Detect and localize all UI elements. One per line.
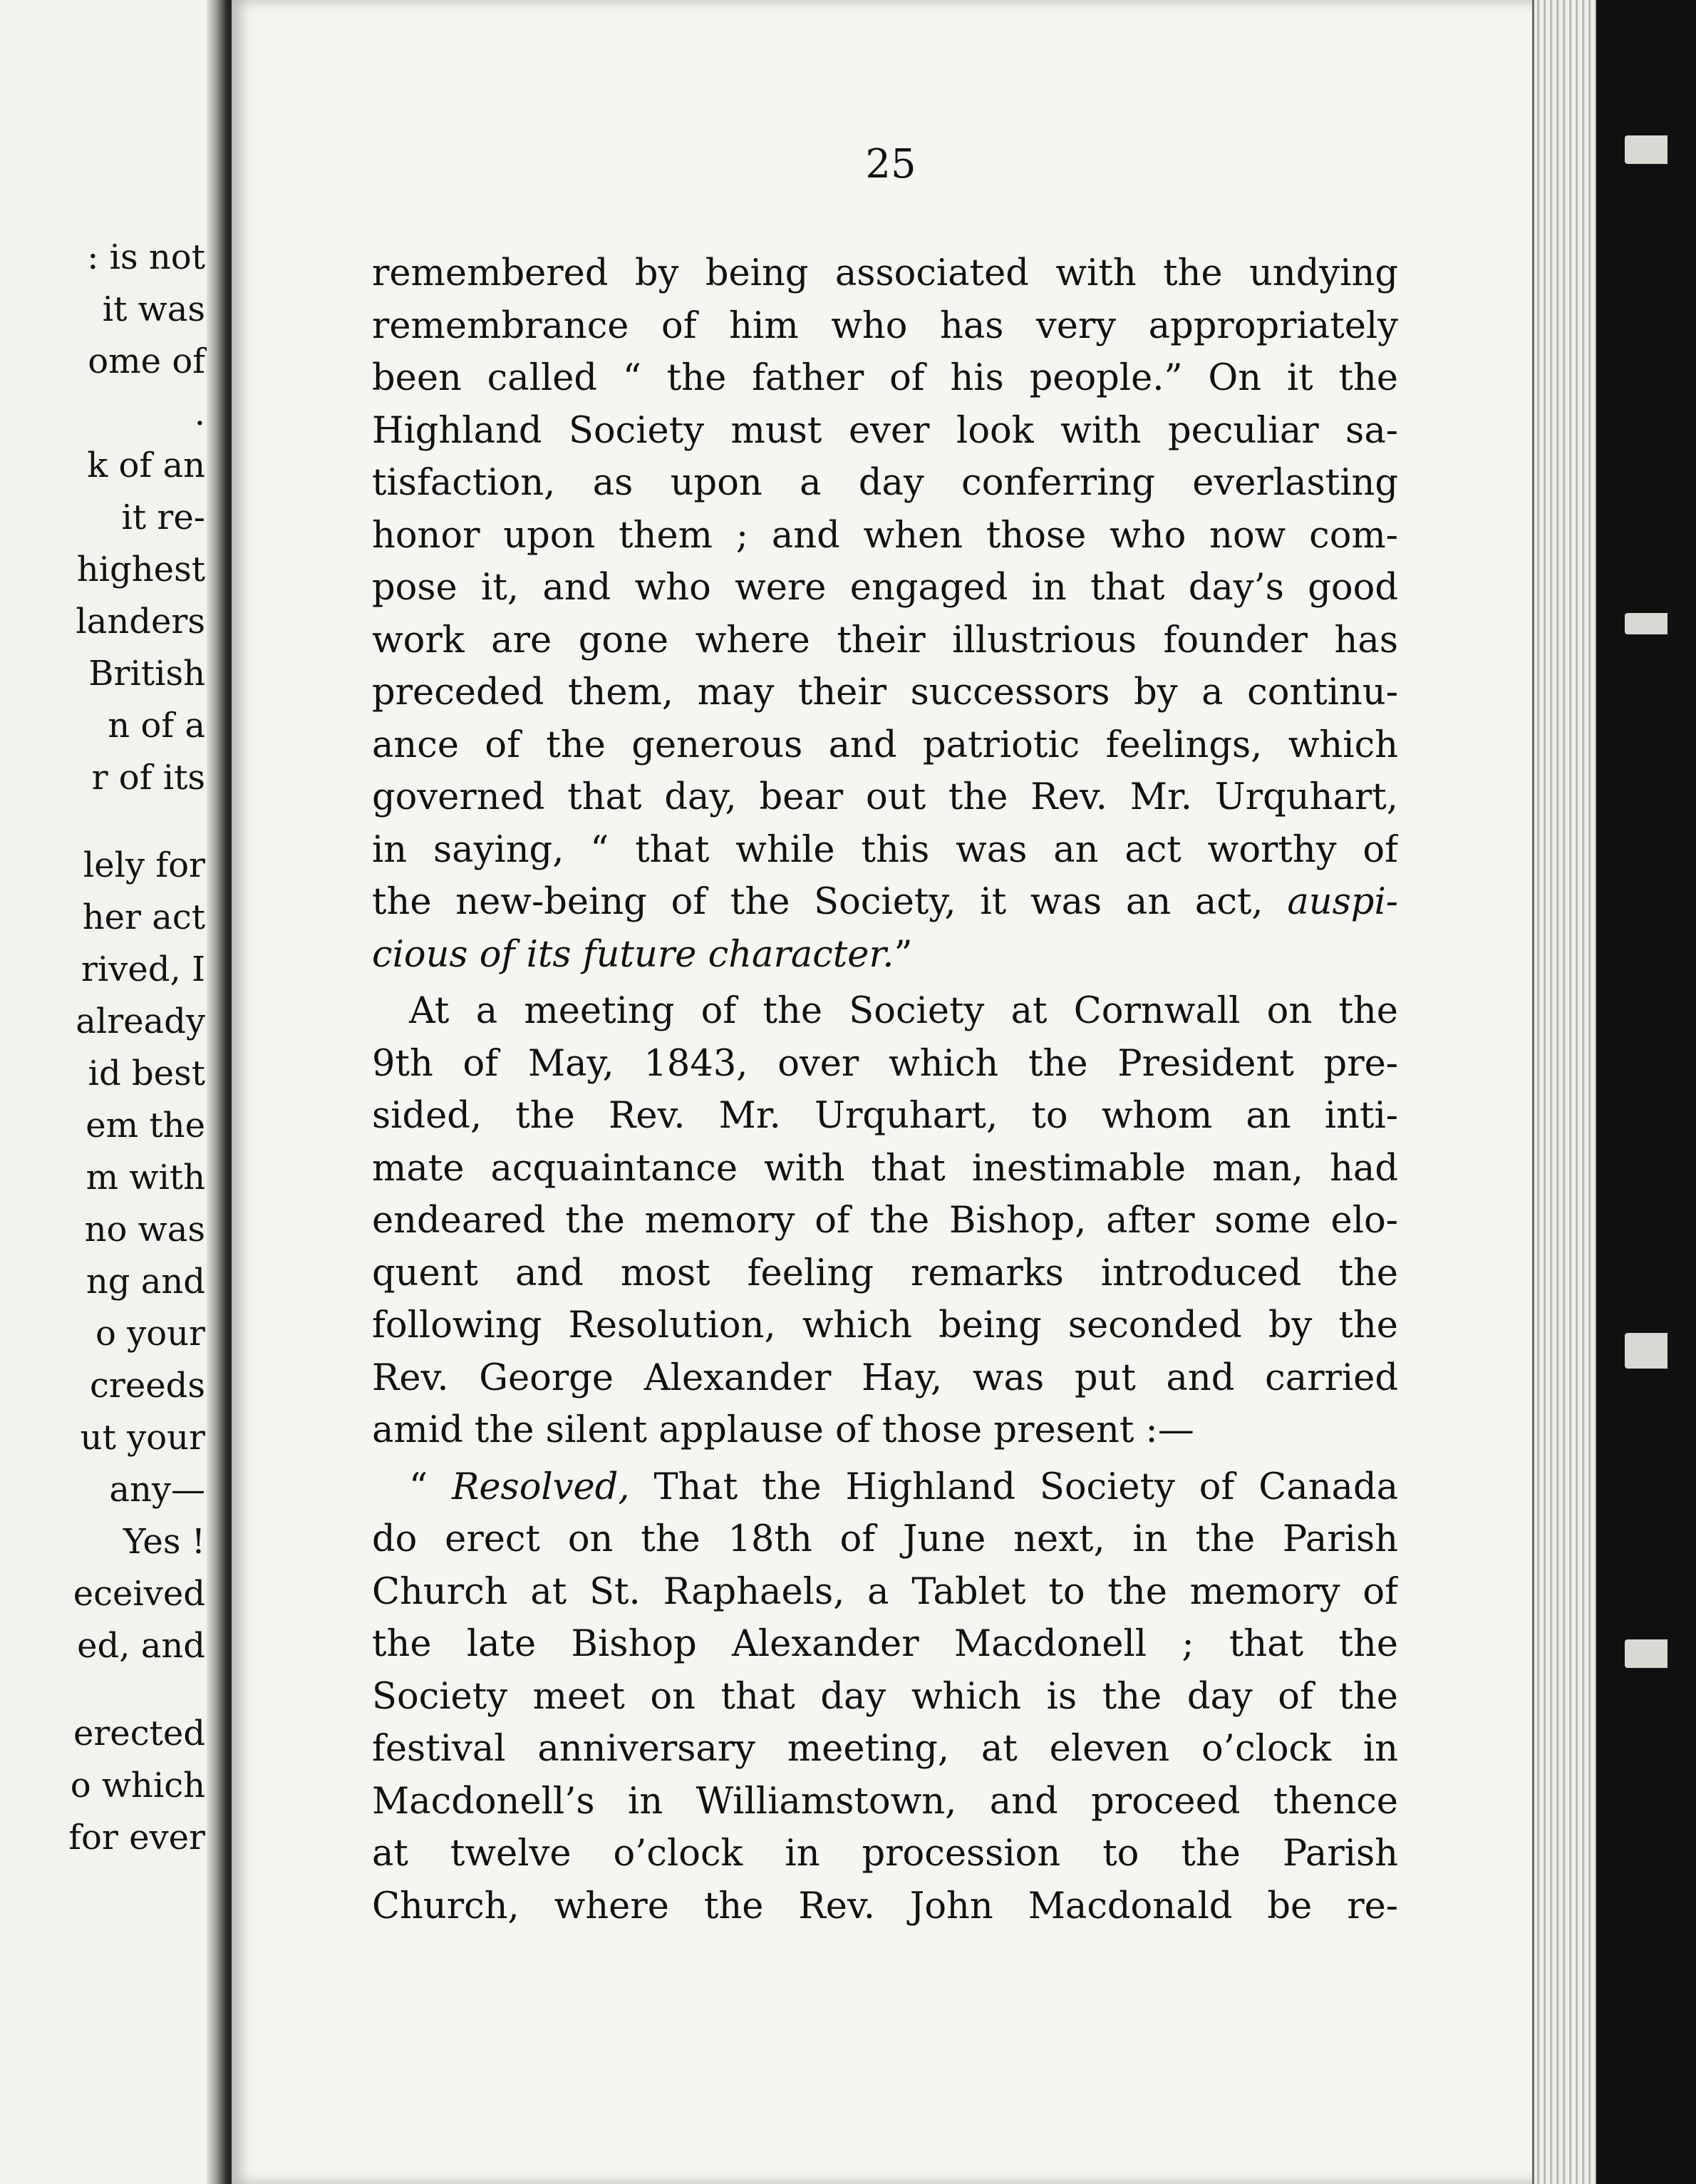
- paragraph: [372, 1513, 1398, 1932]
- text-line: the late Bishop Alexander Macdonell ; that the: [372, 1623, 1398, 1665]
- paragraph: [372, 985, 1398, 1457]
- left-text-line: already: [76, 1001, 205, 1041]
- text-line: remembered by being associated with the undying: [372, 252, 1398, 294]
- text-line: quent and most feeling remarks introduced the: [372, 1252, 1398, 1294]
- left-text-line: ome of: [88, 341, 205, 381]
- left-text-line: for ever: [68, 1818, 205, 1858]
- text-line: following Resolution, which being seconded by the: [372, 1304, 1398, 1346]
- left-text-line: highest: [76, 550, 205, 589]
- page-number: 25: [865, 141, 916, 187]
- left-page-text: [0, 232, 205, 1864]
- left-text-line: it re-: [121, 498, 205, 537]
- left-text-line: ed, and: [77, 1626, 205, 1666]
- left-text-line: .: [194, 393, 205, 433]
- paragraph: [372, 247, 1398, 929]
- left-text-line: r of its: [91, 758, 205, 798]
- left-text-line: erected: [73, 1714, 205, 1753]
- left-text-line: eceived: [73, 1574, 205, 1614]
- text-line: Church, where the Rev. John Macdonald be re-: [372, 1885, 1398, 1927]
- page-edges: [1532, 0, 1598, 2184]
- text-span: the new-being of the Society, it was an act,: [372, 881, 1263, 923]
- left-text-line: her act: [82, 897, 205, 937]
- text-line: Society meet on that day which is the day of the: [372, 1675, 1398, 1718]
- text-line: Macdonell’s in Williamstown, and proceed thence: [372, 1780, 1398, 1823]
- page-edge-tab: [1625, 135, 1667, 164]
- text-line: at twelve o’clock in procession to the Parish: [372, 1833, 1398, 1875]
- left-text-line: creeds: [90, 1366, 205, 1406]
- text-line: in saying, “ that while this was an act worthy of: [372, 828, 1398, 871]
- left-text-line: n of a: [108, 706, 205, 746]
- left-text-line: id best: [88, 1054, 205, 1093]
- left-text-line: no was: [84, 1210, 205, 1250]
- body-text: [372, 247, 1398, 1932]
- page-edge-tab: [1625, 613, 1667, 634]
- left-text-line: ng and: [86, 1262, 205, 1302]
- page-edge-tab: [1625, 1333, 1667, 1369]
- left-text-line: : is not: [87, 237, 205, 277]
- left-text-line: em the: [86, 1106, 205, 1145]
- text-line: festival anniversary meeting, at eleven o’clock in: [372, 1728, 1398, 1770]
- text-line: endeared the memory of the Bishop, after some elo-: [372, 1200, 1398, 1242]
- text-line: Church at St. Raphaels, a Tablet to the memory of: [372, 1570, 1398, 1613]
- italic-text: Resolved,: [451, 1466, 630, 1508]
- text-line: been called “ the father of his people.” On it the: [372, 357, 1398, 399]
- text-line: do erect on the 18th of June next, in the Parish: [372, 1518, 1398, 1560]
- text-line: ance of the generous and patriotic feelings, which: [372, 723, 1398, 766]
- text-line: mate acquaintance with that inestimable man, had: [372, 1147, 1398, 1190]
- text-line: Highland Society must ever look with peculiar sa-: [372, 409, 1398, 452]
- left-text-line: k of an: [87, 445, 205, 485]
- closing-quote: ”: [894, 933, 913, 976]
- left-text-line: any—: [109, 1470, 205, 1510]
- left-text-line: British: [88, 654, 205, 694]
- left-text-line: ut your: [80, 1418, 205, 1458]
- text-line: 9th of May, 1843, over which the President pre-: [372, 1042, 1398, 1085]
- italic-text: cious of its future character.: [372, 933, 894, 976]
- text-line: pose it, and who were engaged in that day’s good: [372, 567, 1398, 609]
- left-text-line: [0, 1672, 205, 1708]
- text-line: [372, 929, 1398, 982]
- opening-quote: “: [409, 1466, 428, 1508]
- italic-text: auspi-: [1287, 881, 1398, 923]
- scan-background: [1596, 0, 1696, 2184]
- book-gutter: [207, 0, 235, 2184]
- text-line: preceded them, may their successors by a continu-: [372, 671, 1398, 714]
- text-line: work are gone where their illustrious founder has: [372, 619, 1398, 661]
- left-text-line: landers: [76, 602, 205, 642]
- text-line: amid the silent applause of those present :—: [372, 1409, 1194, 1451]
- text-line: [372, 876, 1398, 929]
- text-span: That the Highland Society of Canada: [653, 1466, 1398, 1508]
- text-line: [372, 1461, 1398, 1514]
- page-edge-tab: [1625, 1639, 1667, 1668]
- left-text-line: m with: [86, 1158, 205, 1197]
- left-text-line: o which: [70, 1766, 205, 1806]
- left-text-line: rived, I: [81, 949, 205, 989]
- left-text-line: o your: [95, 1314, 205, 1354]
- text-line: sided, the Rev. Mr. Urquhart, to whom an inti-: [372, 1095, 1398, 1137]
- left-text-line: Yes !: [123, 1522, 205, 1562]
- text-line: remembrance of him who has very appropriately: [372, 304, 1398, 347]
- left-facing-page: [0, 0, 214, 2184]
- left-text-line: lely for: [83, 845, 205, 885]
- left-text-line: [0, 804, 205, 840]
- left-text-line: it was: [102, 289, 205, 329]
- text-line: At a meeting of the Society at Cornwall on the: [409, 990, 1398, 1032]
- text-line: tisfaction, as upon a day conferring everlasting: [372, 462, 1398, 504]
- text-line: Rev. George Alexander Hay, was put and carried: [372, 1356, 1398, 1399]
- text-line: governed that day, bear out the Rev. Mr. Urquhart,: [372, 776, 1398, 818]
- text-line: honor upon them ; and when those who now com-: [372, 514, 1398, 557]
